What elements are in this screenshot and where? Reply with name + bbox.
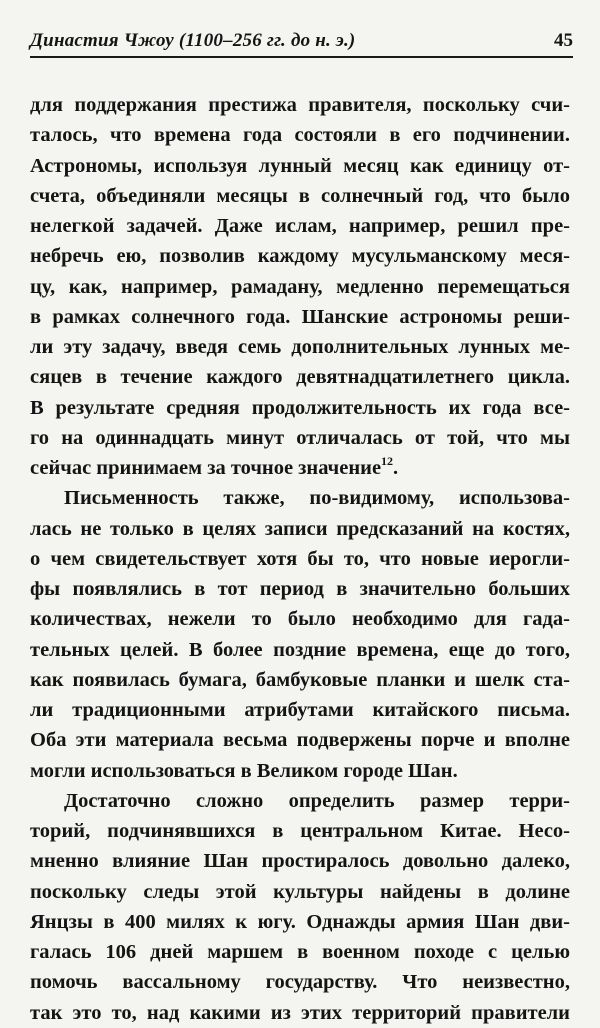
text-line-content: так это то, над какими из этих территорий правители [30,1001,570,1024]
text-line-content: нелегкой задачей. Даже ислам, например, решил пре- [30,215,570,237]
text-line-content: для поддержания престижа правителя, поскольку счи- [30,94,570,116]
text-line-content: могли использоваться в Великом городе Шан. [30,759,458,782]
text-line-content: сяцев в течение каждого девятнадцатилетнего цикла. [30,366,570,389]
text-line [30,544,570,574]
text-line [30,816,570,846]
running-header [30,22,573,60]
text-line [30,211,570,241]
text-line-content: мненно влияние Шан простиралось довольно далеко, [30,850,570,873]
text-line [30,453,570,483]
text-line-content: тельных целей. В более поздние времена, еще до того, [30,638,570,661]
text-line [30,937,570,967]
body-text [30,90,570,1028]
text-line-content: лась не только в целях записи предсказаний на костях, [30,517,570,540]
text-line [30,181,570,211]
text-line [30,756,570,786]
text-line [30,241,570,271]
text-line-content: галась 106 дней маршем в военном походе с целью [30,941,570,963]
text-line [30,998,570,1028]
text-line-content: Янцзы в 400 милях к югу. Однажды армия Шан дви- [30,910,570,933]
text-line-content: Письменность также, по-видимому, использова- [64,487,570,510]
text-line [30,786,570,816]
text-line [30,695,570,725]
page-number: 45 [554,30,573,51]
text-line [30,483,570,513]
text-line-punctuation: . [393,457,399,479]
text-line [30,120,570,150]
text-line-content: торий, подчинявшихся в центральном Китае. Несо- [30,820,570,842]
text-line-content: талось, что времена года состояли в его подчинении. [30,124,570,147]
text-line-content: количествах, нежели то было необходимо для гада- [30,608,570,631]
text-line-content: сейчас принимаем за точное значение [30,457,382,479]
text-line [30,90,570,120]
footnote-reference[interactable]: 12 [381,454,394,468]
text-line-content: Астрономы, используя лунный месяц как единицу от- [30,154,570,177]
text-line [30,423,570,453]
header-rule [30,56,573,58]
text-line [30,967,570,997]
text-line [30,725,570,755]
text-line [30,302,570,332]
text-line-content: ли традиционными атрибутами китайского письма. [30,699,570,721]
text-line-content: как появилась бумага, бамбуковые планки и шелк ста- [30,668,570,691]
text-line [30,604,570,634]
text-line [30,332,570,362]
text-line-content: небречь ею, позволив каждому мусульманскому меся- [30,245,570,268]
text-line [30,272,570,302]
text-line [30,574,570,604]
text-line-content: счета, объединяли месяцы в солнечный год, что было [30,184,570,207]
running-header-title: Династия Чжоу (1100–256 гг. до н. э.) [30,30,356,51]
text-line [30,846,570,876]
text-line [30,665,570,695]
text-line [30,393,570,423]
text-line-content: Достаточно сложно определить размер терри- [64,789,570,812]
text-line [30,635,570,665]
text-line-content: цу, как, например, рамадану, медленно перемещаться [30,275,570,298]
text-line [30,362,570,392]
text-line-content: поскольку следы этой культуры найдены в долине [30,880,570,903]
text-line-content: о чем свидетельствует хотя бы то, что новые иерогли- [30,547,570,570]
text-line [30,151,570,181]
text-line [30,907,570,937]
text-line-content: фы появлялись в тот период в значительно больших [30,578,570,600]
text-line-content: ли эту задачу, введя семь дополнительных лунных ме- [30,336,570,358]
text-line-content: го на одиннадцать минут отличалась от той, что мы [30,426,570,449]
text-line-content: В результате средняя продолжительность их года все- [30,396,570,419]
text-line-content: Оба эти материала весьма подвержены порче и вполне [30,729,570,752]
text-line [30,514,570,544]
text-line-content: в рамках солнечного года. Шанские астрономы реши- [30,305,570,328]
text-line-content: помочь вассальному государству. Что неизвестно, [30,971,570,994]
